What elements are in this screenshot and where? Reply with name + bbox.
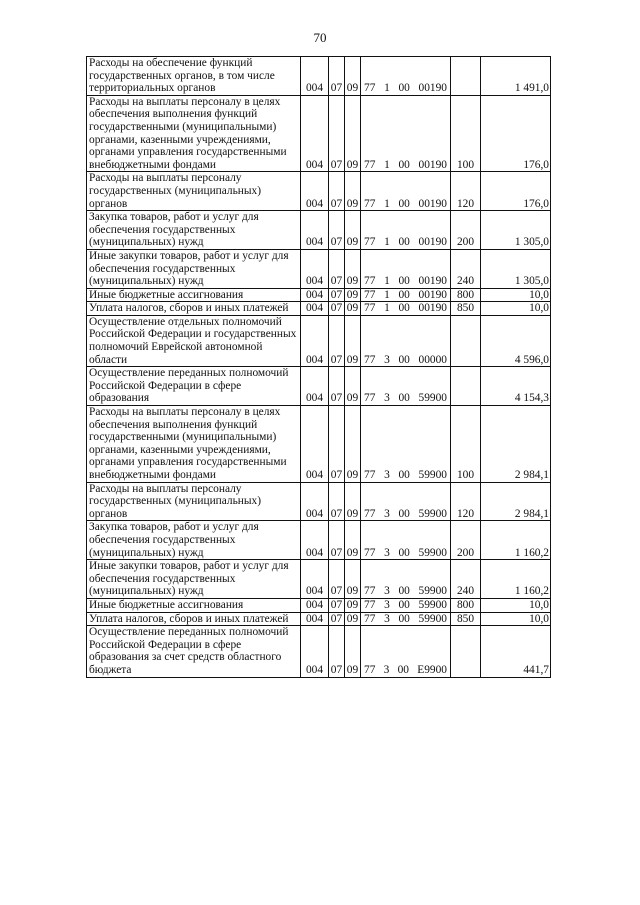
subsection-code-cell: 09 xyxy=(345,95,361,172)
expense-name-cell: Иные закупки товаров, работ и услуг для обеспечения государственных (муниципальных) нужд xyxy=(87,560,301,599)
group-code: 00 xyxy=(398,236,410,249)
group-code: 00 xyxy=(397,663,409,676)
subsection-code-cell: 09 xyxy=(345,626,361,677)
subprogram-code: 1 xyxy=(384,275,390,288)
group-code: 00 xyxy=(398,275,410,288)
expense-name-cell: Расходы на выплаты персоналу в целях обеспечения выполнения функций государственными (муниципальными) органами, казенными учреждениями, органами управления государственными внебюджетными фондами xyxy=(87,95,301,172)
group-code: 00 xyxy=(398,82,410,95)
target-article-code xyxy=(362,547,449,560)
subsection-code-cell: 09 xyxy=(345,598,361,612)
target-article-cell xyxy=(361,612,451,626)
table-row xyxy=(87,95,551,172)
table-row xyxy=(87,288,551,302)
ministry-code-cell: 004 xyxy=(301,172,329,211)
expense-name-cell: Закупка товаров, работ и услуг для обеспечения государственных (муниципальных) нужд xyxy=(87,521,301,560)
article-code: 59900 xyxy=(418,612,447,625)
amount-cell: 1 305,0 xyxy=(481,211,551,250)
subprogram-code: 1 xyxy=(384,197,390,210)
subprogram-code: 3 xyxy=(384,507,390,520)
table-row xyxy=(87,172,551,211)
target-article-cell xyxy=(361,626,451,677)
target-article-code xyxy=(362,275,449,288)
subprogram-code: 1 xyxy=(384,302,390,315)
section-code-cell: 07 xyxy=(329,302,345,316)
program-code: 77 xyxy=(364,663,376,676)
article-code: E9900 xyxy=(417,663,447,676)
expense-name-cell: Осуществление отдельных полномочий Российской Федерации и государственных полномочий Еврейской автономной области xyxy=(87,315,301,366)
subprogram-code: 3 xyxy=(384,612,390,625)
subprogram-code: 1 xyxy=(384,82,390,95)
subprogram-code: 1 xyxy=(384,288,390,301)
group-code: 00 xyxy=(398,546,410,559)
group-code: 00 xyxy=(398,302,410,315)
target-article-code xyxy=(362,236,449,249)
expense-name-cell: Осуществление переданных полномочий Российской Федерации в сфере образования xyxy=(87,367,301,406)
section-code-cell: 07 xyxy=(329,315,345,366)
group-code: 00 xyxy=(398,158,410,171)
amount-cell: 2 984,1 xyxy=(481,406,551,483)
table-row xyxy=(87,560,551,599)
target-article-code xyxy=(362,469,449,482)
expense-type-cell: 100 xyxy=(451,406,481,483)
subprogram-code: 3 xyxy=(383,663,390,676)
ministry-code-cell: 004 xyxy=(301,57,329,96)
subprogram-code: 3 xyxy=(384,546,390,559)
expense-type-cell: 100 xyxy=(451,95,481,172)
group-code: 00 xyxy=(398,392,410,405)
subprogram-code: 3 xyxy=(384,469,390,481)
program-code: 77 xyxy=(364,288,376,301)
amount-cell: 4 154,3 xyxy=(481,367,551,406)
article-code: 59900 xyxy=(418,507,447,520)
subsection-code-cell: 09 xyxy=(345,315,361,366)
program-code: 77 xyxy=(364,158,376,171)
program-code: 77 xyxy=(364,546,376,559)
table-row xyxy=(87,302,551,316)
expense-type-cell: 800 xyxy=(451,598,481,612)
expense-type-cell xyxy=(451,57,481,96)
subsection-code-cell: 09 xyxy=(345,482,361,521)
program-code: 77 xyxy=(364,275,376,288)
expense-name-cell: Уплата налогов, сборов и иных платежей xyxy=(87,302,301,316)
article-code: 59900 xyxy=(418,546,447,559)
article-code: 00190 xyxy=(418,197,447,210)
ministry-code-cell: 004 xyxy=(301,612,329,626)
article-code: 00000 xyxy=(418,353,447,366)
amount-cell: 1 305,0 xyxy=(481,249,551,288)
section-code-cell: 07 xyxy=(329,249,345,288)
ministry-code-cell: 004 xyxy=(301,482,329,521)
expense-name-cell: Закупка товаров, работ и услуг для обеспечения государственных (муниципальных) нужд xyxy=(87,211,301,250)
group-code: 00 xyxy=(398,288,410,301)
table-row xyxy=(87,612,551,626)
expense-type-cell: 240 xyxy=(451,249,481,288)
budget-table xyxy=(86,56,551,678)
expense-type-cell: 850 xyxy=(451,612,481,626)
expense-type-cell: 800 xyxy=(451,288,481,302)
target-article-code xyxy=(362,613,449,626)
amount-cell: 441,7 xyxy=(481,626,551,677)
expense-type-cell: 120 xyxy=(451,172,481,211)
subsection-code-cell: 09 xyxy=(345,288,361,302)
expense-name-cell: Уплата налогов, сборов и иных платежей xyxy=(87,612,301,626)
target-article-cell xyxy=(361,406,451,483)
expense-type-cell: 200 xyxy=(451,521,481,560)
amount-cell: 10,0 xyxy=(481,302,551,316)
section-code-cell: 07 xyxy=(329,521,345,560)
subsection-code-cell: 09 xyxy=(345,211,361,250)
subprogram-code: 3 xyxy=(384,353,390,366)
expense-name-cell: Осуществление переданных полномочий Российской Федерации в сфере образования за счет средств областного бюджета xyxy=(87,626,301,677)
subprogram-code: 1 xyxy=(384,236,390,249)
target-article-cell xyxy=(361,288,451,302)
target-article-cell xyxy=(361,367,451,406)
group-code: 00 xyxy=(398,353,410,366)
ministry-code-cell: 004 xyxy=(301,367,329,406)
ministry-code-cell: 004 xyxy=(301,302,329,316)
article-code: 59900 xyxy=(418,598,447,611)
amount-cell: 10,0 xyxy=(481,288,551,302)
article-code: 00190 xyxy=(418,275,447,288)
group-code: 00 xyxy=(398,469,410,481)
page-number: 70 xyxy=(313,30,327,45)
subsection-code-cell: 09 xyxy=(345,560,361,599)
section-code-cell: 07 xyxy=(329,57,345,96)
table-row xyxy=(87,626,551,677)
program-code: 77 xyxy=(364,612,376,625)
article-code: 00190 xyxy=(418,302,447,315)
section-code-cell: 07 xyxy=(329,598,345,612)
section-code-cell: 07 xyxy=(329,95,345,172)
target-article-cell xyxy=(361,482,451,521)
target-article-cell xyxy=(361,172,451,211)
target-article-cell xyxy=(361,302,451,316)
group-code: 00 xyxy=(398,585,410,598)
program-code: 77 xyxy=(364,353,376,366)
amount-cell: 1 160,2 xyxy=(481,521,551,560)
group-code: 00 xyxy=(398,598,410,611)
subsection-code-cell: 09 xyxy=(345,172,361,211)
target-article-cell xyxy=(361,560,451,599)
target-article-code xyxy=(362,198,449,211)
subsection-code-cell: 09 xyxy=(345,367,361,406)
expense-name-cell: Расходы на обеспечение функций государственных органов, в том числе территориальных органов xyxy=(87,57,301,96)
section-code-cell: 07 xyxy=(329,612,345,626)
expense-type-cell: 240 xyxy=(451,560,481,599)
table-row xyxy=(87,598,551,612)
target-article-cell xyxy=(361,521,451,560)
subprogram-code: 3 xyxy=(384,392,390,405)
expense-name-cell: Расходы на выплаты персоналу в целях обеспечения выполнения функций государственными (муниципальными) органами, казенными учреждениями, органами управления государственными внебюджетными фондами xyxy=(87,406,301,483)
ministry-code-cell: 004 xyxy=(301,598,329,612)
expense-name-cell: Иные бюджетные ассигнования xyxy=(87,598,301,612)
subprogram-code: 1 xyxy=(384,158,390,171)
target-article-cell xyxy=(361,211,451,250)
expense-type-cell: 120 xyxy=(451,482,481,521)
table-row xyxy=(87,521,551,560)
target-article-code xyxy=(362,82,449,95)
subsection-code-cell: 09 xyxy=(345,302,361,316)
expense-type-cell xyxy=(451,626,481,677)
article-code: 59900 xyxy=(418,469,447,481)
subsection-code-cell: 09 xyxy=(345,521,361,560)
ministry-code-cell: 004 xyxy=(301,95,329,172)
program-code: 77 xyxy=(364,236,376,249)
section-code-cell: 07 xyxy=(329,211,345,250)
program-code: 77 xyxy=(364,507,376,520)
ministry-code-cell: 004 xyxy=(301,288,329,302)
budget-table-body xyxy=(87,57,551,678)
ministry-code-cell: 004 xyxy=(301,315,329,366)
program-code: 77 xyxy=(364,197,376,210)
amount-cell: 10,0 xyxy=(481,598,551,612)
section-code-cell: 07 xyxy=(329,482,345,521)
group-code: 00 xyxy=(398,507,410,520)
subsection-code-cell: 09 xyxy=(345,249,361,288)
group-code: 00 xyxy=(398,197,410,210)
ministry-code-cell: 004 xyxy=(301,626,329,677)
amount-cell: 1 491,0 xyxy=(481,57,551,96)
section-code-cell: 07 xyxy=(329,288,345,302)
amount-cell: 1 160,2 xyxy=(481,560,551,599)
section-code-cell: 07 xyxy=(329,406,345,483)
amount-cell: 2 984,1 xyxy=(481,482,551,521)
program-code: 77 xyxy=(364,392,376,405)
amount-cell: 10,0 xyxy=(481,612,551,626)
expense-type-cell: 850 xyxy=(451,302,481,316)
target-article-cell xyxy=(361,95,451,172)
target-article-code xyxy=(362,159,449,172)
program-code: 77 xyxy=(364,585,376,598)
amount-cell: 176,0 xyxy=(481,95,551,172)
subprogram-code: 3 xyxy=(384,585,390,598)
target-article-cell xyxy=(361,315,451,366)
target-article-code xyxy=(362,585,449,598)
expense-name-cell: Расходы на выплаты персоналу государственных (муниципальных) органов xyxy=(87,482,301,521)
ministry-code-cell: 004 xyxy=(301,249,329,288)
table-row xyxy=(87,249,551,288)
ministry-code-cell: 004 xyxy=(301,560,329,599)
article-code: 00190 xyxy=(418,82,447,95)
target-article-code xyxy=(362,302,449,315)
ministry-code-cell: 004 xyxy=(301,521,329,560)
ministry-code-cell: 004 xyxy=(301,211,329,250)
subsection-code-cell: 09 xyxy=(345,612,361,626)
expense-name-cell: Иные закупки товаров, работ и услуг для обеспечения государственных (муниципальных) нужд xyxy=(87,249,301,288)
expense-name-cell: Расходы на выплаты персоналу государственных (муниципальных) органов xyxy=(87,172,301,211)
section-code-cell: 07 xyxy=(329,172,345,211)
table-row xyxy=(87,406,551,483)
table-row xyxy=(87,367,551,406)
target-article-code xyxy=(362,392,449,405)
table-row xyxy=(87,211,551,250)
table-row xyxy=(87,57,551,96)
program-code: 77 xyxy=(364,302,376,315)
expense-type-cell xyxy=(451,367,481,406)
subsection-code-cell: 09 xyxy=(345,406,361,483)
section-code-cell: 07 xyxy=(329,626,345,677)
table-row xyxy=(87,482,551,521)
article-code: 59900 xyxy=(418,392,447,405)
target-article-code xyxy=(362,289,449,302)
target-article-cell xyxy=(361,598,451,612)
expense-type-cell xyxy=(451,315,481,366)
target-article-code xyxy=(362,354,449,367)
subprogram-code: 3 xyxy=(384,598,390,611)
section-code-cell: 07 xyxy=(329,367,345,406)
ministry-code-cell: 004 xyxy=(301,406,329,483)
article-code: 00190 xyxy=(418,236,447,249)
section-code-cell: 07 xyxy=(329,560,345,599)
amount-cell: 176,0 xyxy=(481,172,551,211)
program-code: 77 xyxy=(364,469,376,481)
target-article-code xyxy=(362,664,449,677)
target-article-cell xyxy=(361,57,451,96)
program-code: 77 xyxy=(364,82,376,95)
program-code: 77 xyxy=(364,598,376,611)
table-row xyxy=(87,315,551,366)
target-article-cell xyxy=(361,249,451,288)
article-code: 59900 xyxy=(418,585,447,598)
expense-name-cell: Иные бюджетные ассигнования xyxy=(87,288,301,302)
target-article-code xyxy=(362,508,449,521)
article-code: 00190 xyxy=(418,288,447,301)
expense-type-cell: 200 xyxy=(451,211,481,250)
subsection-code-cell: 09 xyxy=(345,57,361,96)
target-article-code xyxy=(362,599,449,612)
article-code: 00190 xyxy=(418,158,447,171)
group-code: 00 xyxy=(398,612,410,625)
amount-cell: 4 596,0 xyxy=(481,315,551,366)
